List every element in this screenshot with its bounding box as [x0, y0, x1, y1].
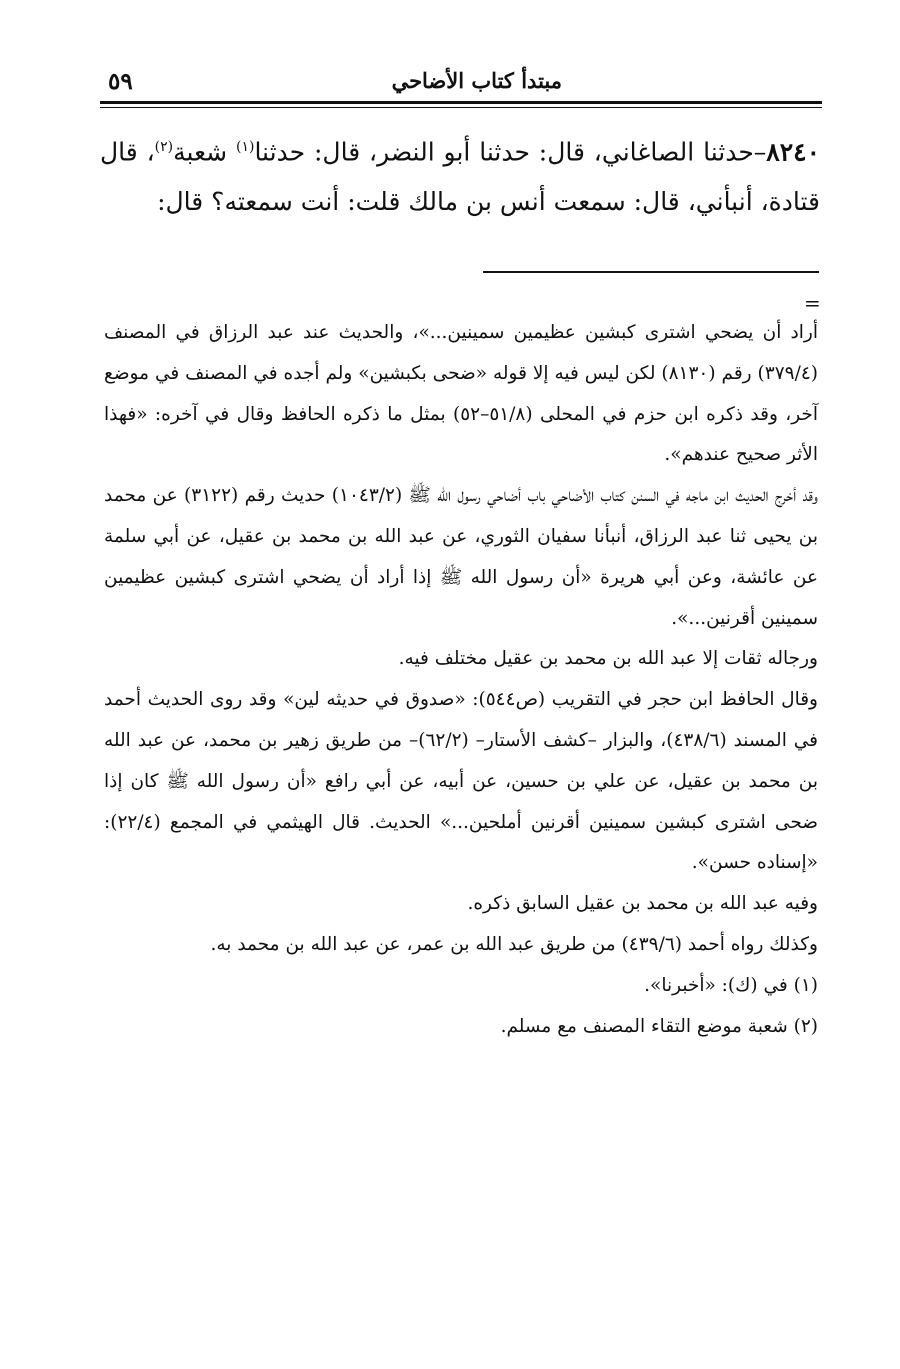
hadith-text-part-3: ، قال قتادة، أنبأني، قال: سمعت أنس بن مالك قلت: أنت سمعته؟ قال: [100, 137, 820, 217]
commentary-paragraph: وقال الحافظ ابن حجر في التقريب (ص٥٤٤): «صدوق في حديثه لين» وقد روى الحديث أحمد في المسند (٤٣٨/٦)، والبزار –كشف الأستار– (٦٢/٢)– من طريق زهير بن محمد، عن عبد الله بن محمد بن عقيل، عن علي بن حسين، عن أبيه، عن أبي رافع «أن رسول الله ﷺ كان إذا ضحى اشترى كبشين سمينين أقرنين أملحين...» الحديث. قال الهيثمي في المجمع (٢٢/٤): «إسناده حسن». [104, 689, 819, 874]
continuation-mark: = [804, 291, 821, 315]
commentary-paragraph: وكذلك رواه أحمد (٤٣٩/٦) من طريق عبد الله بن عمر، عن عبد الله بن محمد به. [210, 933, 818, 955]
commentary-paragraph: أراد أن يضحي اشترى كبشين عظيمين سمينين...»، والحديث عند عبد الرزاق في المصنف (٣٧٩/٤) رقم (٨١٣٠) لكن ليس فيه إلا قوله «ضحى بكبشين» ولم أجده في المصنف في موضع آخر، وقد ذكره ابن حزم في المحلى (٥١/٨–٥٢) بمثل ما ذكره الحافظ وقال في آخره: «فهذا الأثر صحيح عندهم». [104, 322, 818, 466]
page-number: ٥٩ [108, 68, 133, 95]
running-header [100, 68, 820, 98]
hadith-text [100, 122, 820, 227]
header-rule-thin [100, 107, 822, 108]
footnote-marker-2: (٢) [154, 139, 174, 155]
footnotes-area [104, 313, 818, 1047]
footnote-1: (١) في (ك): «أخبرنا». [644, 974, 818, 996]
header-rule-thick [100, 101, 822, 104]
running-title: مبتدأ كتاب الأضاحي [391, 68, 562, 93]
commentary-paragraph: ورجاله ثقات إلا عبد الله بن محمد بن عقيل مختلف فيه. [398, 648, 818, 670]
commentary-paragraph: وفيه عبد الله بن محمد بن عقيل السابق ذكره. [467, 893, 818, 915]
hadith-text-part-2: شعبة [173, 137, 236, 167]
footnote-2: (٢) شعبة موضع التقاء المصنف مع مسلم. [500, 1015, 818, 1037]
hadith-number: ٨٢٤٠ [766, 137, 820, 167]
hadith-text-part-1: –حدثنا الصاغاني، قال: حدثنا أبو النضر، قال: حدثنا [254, 137, 767, 167]
footnote-separator [483, 271, 819, 273]
commentary-paragraph: وقد أخرج الحديث ابن ماجه في السنن كتاب الأضاحي باب أضاحي رسول الله ﷺ (١٠٤٣/٢) حديث رقم (٣١٢٢) عن محمد بن يحيى ثنا عبد الرزاق، أنبأنا سفيان الثوري، عن عبد الله بن محمد بن عقيل، عن أبي سلمة عن عائشة، وعن أبي هريرة «أن رسول الله ﷺ إذا أراد أن يضحي اشترى كبشين عظيمين سمينين أقرنين...». [104, 485, 818, 629]
footnote-marker-1: (١) [235, 139, 255, 155]
